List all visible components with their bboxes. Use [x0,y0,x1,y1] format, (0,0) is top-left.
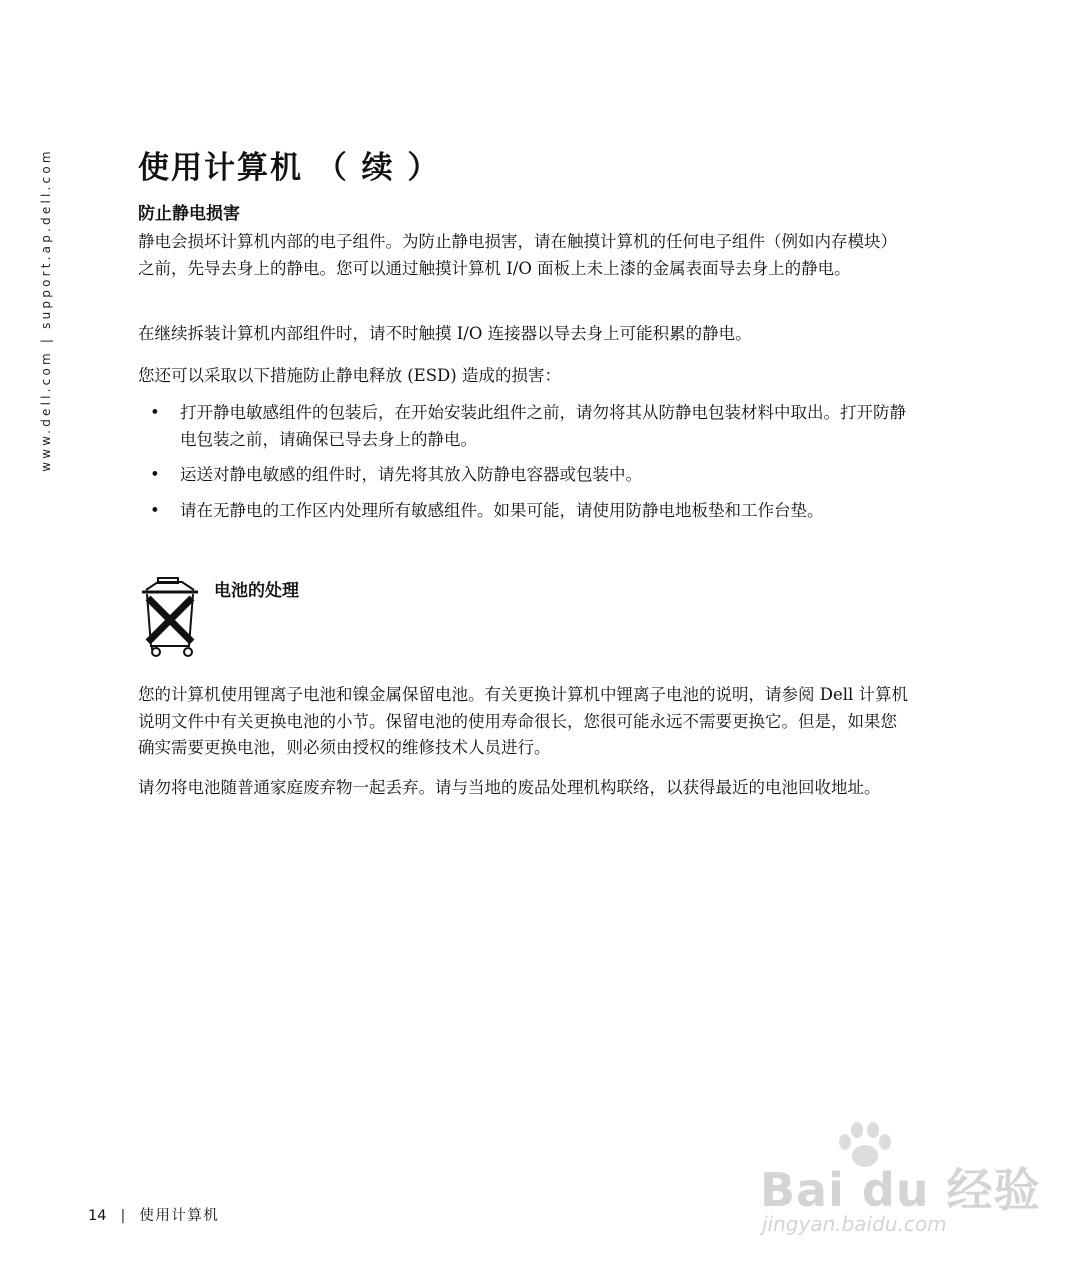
footer-separator: | [120,1208,126,1224]
watermark-brand: Bai du 经验 [760,1163,1041,1217]
esd-paragraph-3: 您还可以采取以下措施防止静电释放 (ESD) 造成的损害： [138,366,561,385]
bullet-marker: • [150,500,160,520]
list-item [138,400,913,453]
list-item-text: 运送对静电敏感的组件时，请先将其放入防静电容器或包装中。 [180,465,642,484]
page-footer [88,1204,219,1225]
battery-section-heading: 电池的处理 [214,581,299,601]
battery-paragraph-1: 您的计算机使用锂离子电池和镍金属保留电池。有关更换计算机中锂离子电池的说明，请参阅 Dell 计算机说明文件中有关更换电池的小节。保留电池的使用寿命很长，您很可能永远不需要更换它。但是，如果您确实需要更换电池，则必须由授权的维修技术人员进行。 [138,685,909,757]
crossed-out-wheelie-bin-icon [138,576,202,660]
list-item-text: 请在无静电的工作区内处理所有敏感组件。如果可能，请使用防静电地板垫和工作台垫。 [180,500,824,520]
esd-paragraph-2: 在继续拆装计算机内部组件时，请不时触摸 I/O 连接器以导去身上可能积累的静电。 [138,324,752,343]
list-item-text: 打开静电敏感组件的包装后，在开始安装此组件之前，请勿将其从防静电包装材料中取出。打开防静电包装之前，请确保已导去身上的静电。 [180,403,906,449]
list-item [138,498,913,525]
baidu-watermark [750,1122,1041,1242]
bullet-marker: • [150,465,160,484]
sidebar-url: www.dell.com | support.ap.dell.com [39,148,53,472]
list-item [138,462,913,489]
esd-bullet-list [138,400,913,533]
page-title: 使用计算机 （ 续 ） [138,150,441,186]
watermark-url: jingyan.baidu.com [762,1212,947,1236]
esd-paragraph-1: 静电会损坏计算机内部的电子组件。为防止静电损害，请在触摸计算机的任何电子组件（例如内存模块）之前，先导去身上的静电。您可以通过触摸计算机 I/O 面板上未上漆的金属表面导去身上的静电。 [138,232,897,278]
bullet-marker: • [150,403,160,422]
esd-section-heading: 防止静电损害 [138,204,240,224]
footer-label: 使用计算机 [139,1208,220,1224]
page-number: 14 [88,1208,107,1224]
battery-paragraph-2: 请勿将电池随普通家庭废弃物一起丢弃。请与当地的废品处理机构联络，以获得最近的电池回收地址。 [138,778,881,797]
